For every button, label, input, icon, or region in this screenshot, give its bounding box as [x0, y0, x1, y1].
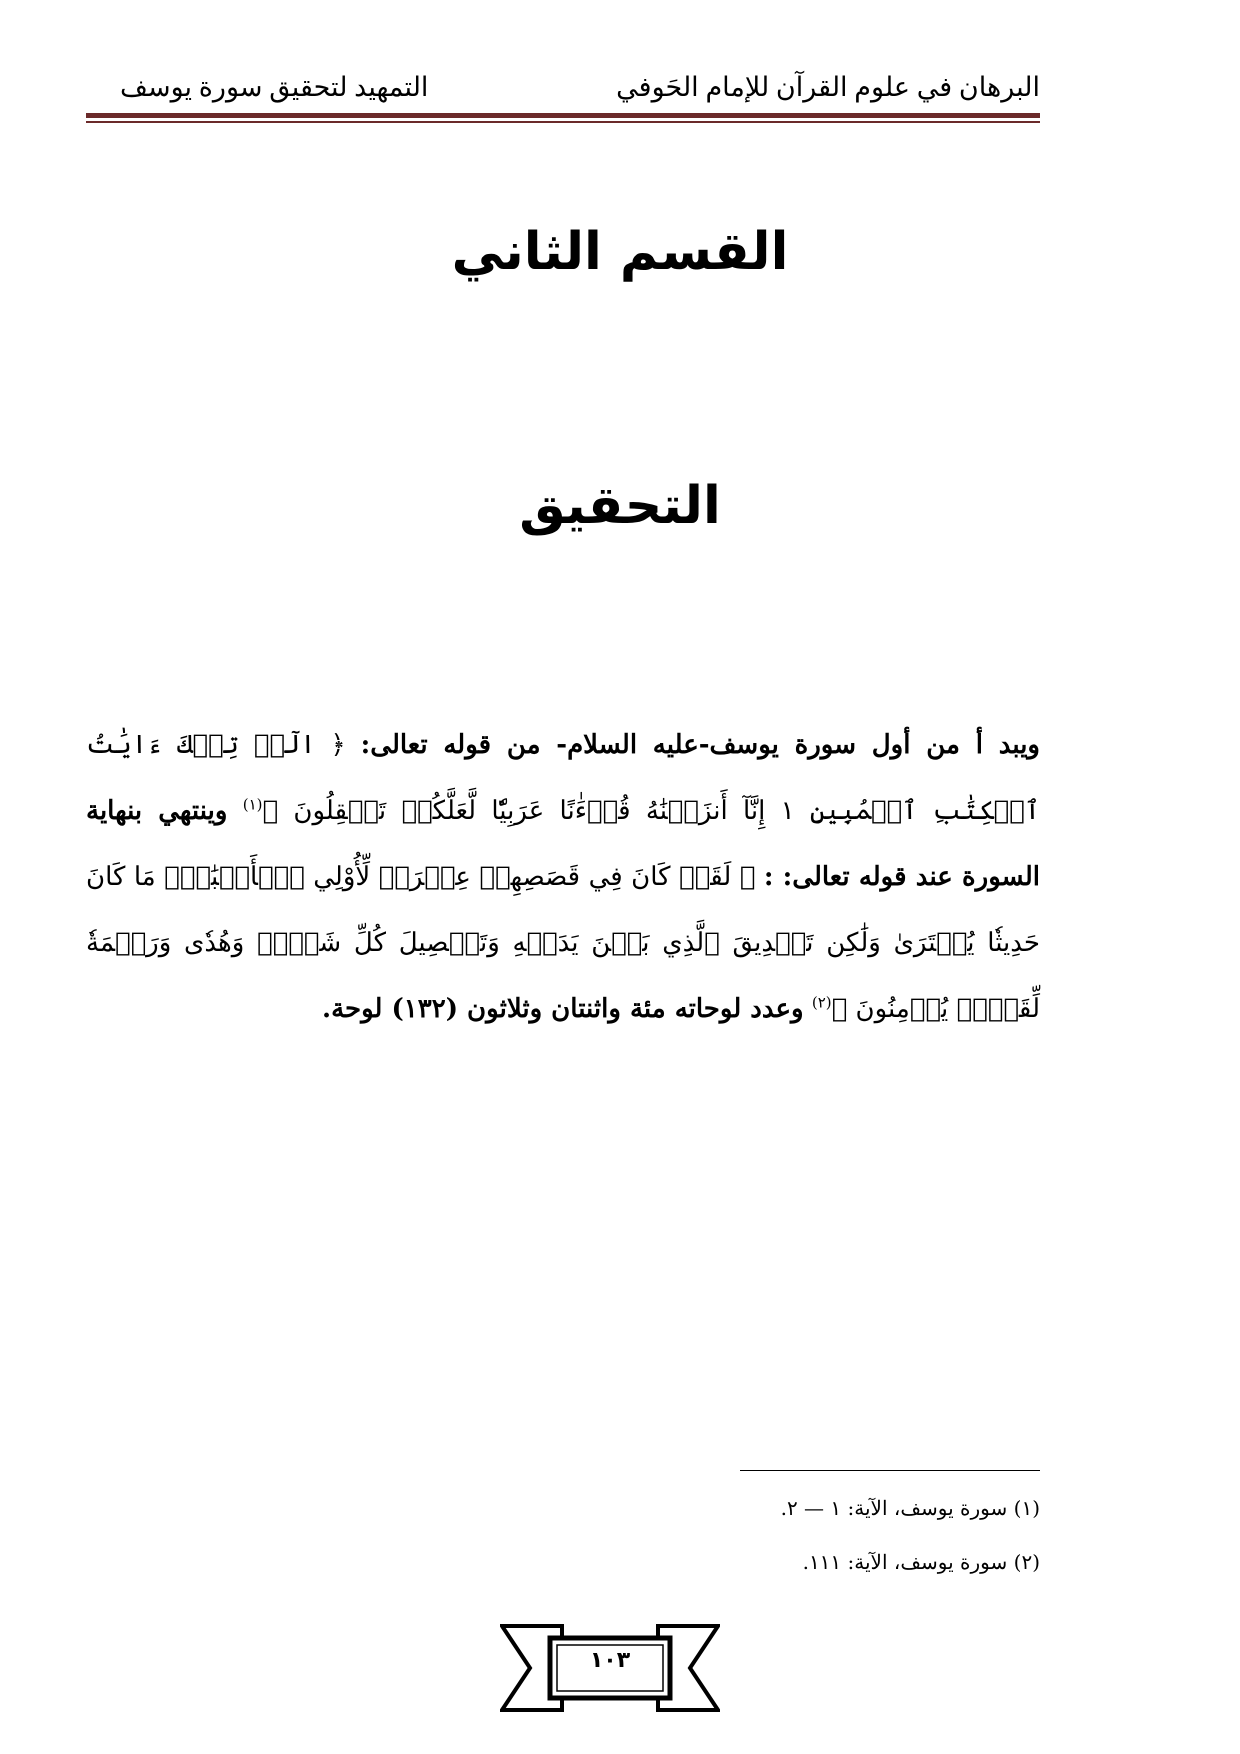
ending-text: وعدد لوحاته مئة واثنتان وثلاثون (١٣٢) لوحة. — [322, 994, 804, 1024]
header-rule-thick — [86, 113, 1040, 118]
running-header — [86, 68, 1040, 112]
footnote-ref-1: (١) — [242, 795, 263, 814]
body-paragraph — [86, 712, 1040, 1042]
footnote-separator — [740, 1470, 1040, 1471]
book-title: البرهان في علوم القرآن للإمام الحَوفي — [616, 72, 1040, 102]
page-number-ornament — [500, 1622, 720, 1714]
middle-text: وينتهي بنهاية السورة عند قوله تعالى: : — [86, 796, 1041, 892]
chapter-title: التحقيق — [519, 476, 721, 536]
quran-verse-1: ﴿ الٓرۚ تِلۡكَ ءَايَٰتُ ٱلۡكِتَٰبِ ٱلۡمُبِينِ ١ إِنَّآ أَنزَلۡنَٰهُ قُرۡءَٰنًا عَرَبِيّٗا لَّعَلَّكُمۡ تَعۡقِلُونَ ﴾ — [86, 730, 1040, 826]
footnote-1: (١) سورة يوسف، الآية: ١ — ٢. — [780, 1496, 1040, 1520]
footnote-ref-2: (٢) — [811, 993, 832, 1012]
intro-text: ويبد أ من أول سورة يوسف-عليه السلام- من قوله تعالى: — [360, 730, 1040, 760]
page-number: ١٠٣ — [589, 1648, 631, 1673]
section-title: القسم الثاني — [451, 222, 789, 282]
quran-verse-2: ﴿ لَقَدۡ كَانَ فِي قَصَصِهِمۡ عِبۡرَةٞ لِّأُوْلِي ٱلۡأَلۡبَٰبِۗ مَا كَانَ حَدِيثٗا يُفۡتَرَىٰ وَلَٰكِن تَصۡدِيقَ ٱلَّذِي بَيۡنَ يَدَيۡهِ وَتَفۡصِيلَ كُلِّ شَيۡءٖ وَهُدٗى وَرَحۡمَةٗ لِّقَوۡمٖ يُؤۡمِنُونَ ﴾ — [86, 862, 1040, 1024]
section-running-title: التمهيد لتحقيق سورة يوسف — [120, 72, 429, 102]
header-rule-thin — [86, 121, 1040, 123]
footnote-2: (٢) سورة يوسف، الآية: ١١١. — [802, 1550, 1040, 1574]
